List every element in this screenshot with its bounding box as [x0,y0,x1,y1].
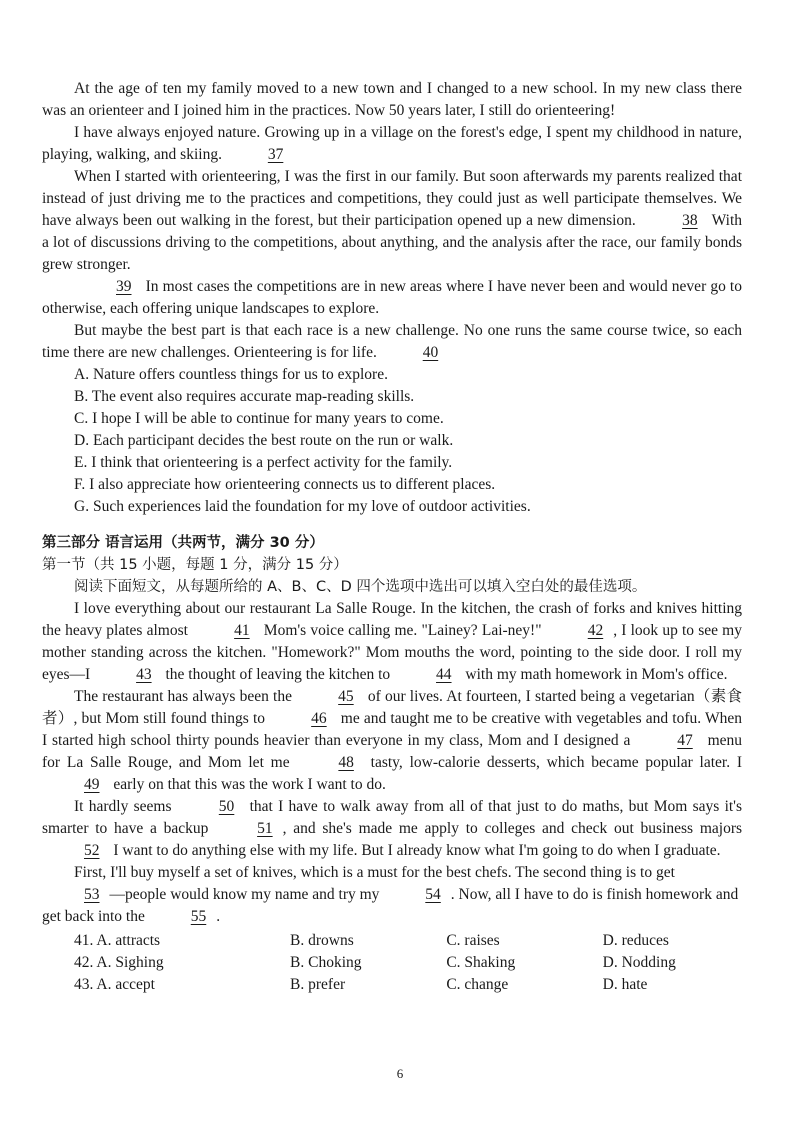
option-e: E. I think that orienteering is a perfect activity for the family. [74,454,453,471]
choice-43-b: B. prefer [290,976,346,993]
text: I want to do anything else with my life. But I already know what I'm going to do when I graduate. [113,842,721,859]
blank-52: 52 [84,842,100,859]
blank-47: 47 [677,732,693,749]
choice-43-a: 43. A. accept [74,976,155,993]
blank-49: 49 [84,776,100,793]
text: With a lot of discussions driving to the competitions, about anything, and the analysis after the race, our family bonds grew stronger. [42,212,742,273]
text: the thought of leaving the kitchen to [165,666,391,683]
option-g: G. Such experiences laid the foundation for my love of outdoor activities. [74,498,531,515]
passage1-paragraph-3 [42,166,742,276]
choice-row-43 [42,974,742,996]
option-d: D. Each participant decides the best route on the run or walk. [74,432,454,449]
text: early on that this was the work I want to do. [113,776,386,793]
text: The restaurant has always been the [74,688,292,705]
text: In most cases the competitions are in new areas where I have never been and would never go to otherwise, each offering unique landscapes to explore. [42,278,742,317]
blank-48: 48 [338,754,354,771]
text: . [216,908,221,925]
passage1-paragraph-5 [42,320,742,364]
blank-41: 41 [234,622,250,639]
page-content [42,78,742,996]
blank-43: 43 [136,666,152,683]
blank-51: 51 [257,820,273,837]
blank-38: 38 [682,212,698,229]
choice-43-c: C. change [446,976,509,993]
blank-50: 50 [218,798,235,815]
choice-41-b: B. drowns [290,932,354,949]
choice-41-d: D. reduces [602,932,669,949]
choice-41-c: C. raises [446,932,500,949]
passage1-paragraph-1: At the age of ten my family moved to a new town and I changed to a new school. In my new class there was an orienteer and I joined him in the practices. Now 50 years later, I still do orienteering! [42,80,742,119]
blank-40: 40 [422,344,439,361]
option-list [42,364,742,518]
blank-44: 44 [436,666,452,683]
passage2-paragraph-3 [42,796,742,862]
passage1-paragraph-4 [42,276,742,320]
blank-55: 55 [190,908,207,925]
text: tasty, low-calorie desserts, which became popular later. I [370,754,743,771]
text: with my math homework in Mom's office. [465,666,728,683]
text: But maybe the best part is that each race is a new challenge. No one runs the same course twice, so each time there are new challenges. Orienteering is for life. [42,322,742,361]
blank-37: 37 [267,146,284,163]
blank-42: 42 [587,622,604,639]
blank-54: 54 [425,886,441,903]
choice-42-c: C. Shaking [446,954,516,971]
text: —people would know my name and try my [109,886,380,903]
text: me and taught me to be creative with vegetables and tofu. When I started high school thirty pounds heavier than everyone in my class, Mom and I designed a [42,710,742,749]
choice-43-d: D. hate [602,976,648,993]
page-number: 6 [396,1066,404,1081]
text: of our lives. At fourteen, I started being a vegetarian（素食者）, but Mom still found things to [42,688,743,727]
text: I love everything about our restaurant La Salle Rouge. In the kitchen, the crash of forks and knives hitting the heavy plates almost [42,600,742,639]
text: , and she's made me apply to colleges and check out business majors [282,820,743,837]
choice-41-a: 41. A. attracts [74,932,161,949]
text: , I look up to see my mother standing across the kitchen. "Homework?" Mom mouths the word, pointing to the side door. I roll my eyes—I [42,622,742,683]
blank-53: 53 [84,886,100,903]
choice-row-41 [42,930,742,952]
blank-39: 39 [116,278,132,295]
option-b: B. The event also requires accurate map-reading skills. [74,388,415,405]
text: . Now, all I have to do is finish homework and get back into the [42,886,739,925]
blank-46: 46 [311,710,327,727]
text: Mom's voice calling me. "Lainey? Lai-ney!" [263,622,542,639]
choice-42-b: B. Choking [290,954,362,971]
option-a: A. Nature offers countless things for us to explore. [74,366,388,383]
passage2-paragraph-4 [42,862,742,928]
instruction: 阅读下面短文，从每题所给的 A、B、C、D 四个选项中选出可以填入空白处的最佳选项。 [74,579,647,595]
passage2-paragraph-1 [42,598,742,686]
part3-title: 第三部分 语言运用（共两节，满分 30 分） [42,535,324,551]
section1-title: 第一节（共 15 小题，每题 1 分，满分 15 分） [42,557,348,573]
choice-table [42,930,742,996]
option-c: C. I hope I will be able to continue for many years to come. [74,410,444,427]
text: First, I'll buy myself a set of knives, which is a must for the best chefs. The second thing is to get [74,864,675,881]
text: It hardly seems [74,798,172,815]
passage2-paragraph-2 [42,686,742,796]
passage1-paragraph-2 [42,122,742,166]
choice-42-d: D. Nodding [602,954,676,971]
choice-42-a: 42. A. Sighing [74,954,164,971]
option-f: F. I also appreciate how orienteering connects us to different places. [74,476,496,493]
choice-row-42 [42,952,742,974]
text: that I have to walk away from all of that just to do maths, but Mom says it's smarter to have a backup [42,798,743,837]
text: I have always enjoyed nature. Growing up in a village on the forest's edge, I spent my childhood in nature, playing, walking, and skiing. [42,124,742,163]
text: When I started with orienteering, I was the first in our family. But soon afterwards my parents realized that instead of just driving me to the practices and competitions, they could just as well participate themselves. We have always been out walking in the forest, but their participation opened up a new dimension. [42,168,742,229]
text: menu for La Salle Rouge, and Mom let me [42,732,743,771]
blank-45: 45 [338,688,354,705]
